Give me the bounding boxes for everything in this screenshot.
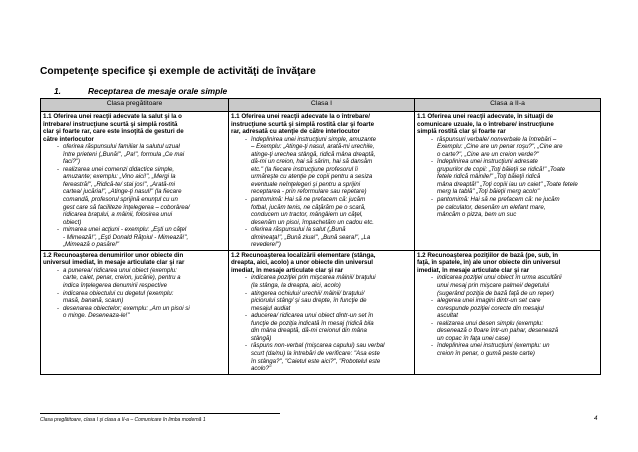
activity-line: scurt (da/nu) la întrebări de verificare: "Asa este bbox=[251, 349, 380, 357]
activity-line: - indicarea poziţiei prin mişcarea mâinii/ braţului bbox=[251, 274, 376, 282]
activity-line: - a punerea/ ridicarea unui obiect (exemplu: bbox=[63, 266, 177, 274]
activity-list bbox=[231, 136, 412, 249]
competence-text bbox=[43, 113, 226, 143]
competence-line: întrebare/ instrucţiune scurtă şi simplă rostită bbox=[43, 120, 178, 128]
activity-line: Exemplu: „Cine are un penar roşu?", „Cine are bbox=[437, 143, 563, 151]
competence-line: rar, adresată cu atenţie de către interlocutor bbox=[231, 128, 360, 136]
activity-list bbox=[231, 274, 412, 372]
competence-line: imediat, în mesaje articulate clar şi rar bbox=[417, 266, 530, 274]
activity-line: etc." (la fiecare instrucţiune profesorul îi bbox=[251, 165, 358, 173]
activity-line: o carte?", „Cine are un creion verde?" bbox=[437, 150, 539, 158]
activity-item bbox=[431, 158, 598, 196]
activity-line: gest care să faciliteze înţelegerea – coborârea/ bbox=[63, 203, 190, 211]
section-heading bbox=[54, 86, 227, 96]
table-row bbox=[41, 112, 601, 251]
activity-line: revedere!") bbox=[251, 241, 281, 249]
activity-item bbox=[245, 136, 412, 196]
activity-item bbox=[245, 274, 412, 289]
competences-table bbox=[40, 98, 601, 375]
competence-text bbox=[231, 113, 412, 136]
activity-line: - mimarea unei acţiuni - exemplu: „Eşti un căţel bbox=[63, 226, 187, 234]
activity-line: corespunde poziţiei corecte din mesajul bbox=[437, 304, 544, 312]
competence-line: 1.1 Oferirea unei reacţii adecvate, în situaţii de bbox=[417, 113, 554, 120]
activity-line: mâna dreaptă!" „Toţi copiii iau un caiet" „Toate fetele bbox=[437, 180, 578, 188]
activity-line: - indicarea poziţiei unui obiect în urma ascultării bbox=[437, 274, 562, 282]
table-cell bbox=[41, 250, 229, 374]
activity-item bbox=[57, 290, 226, 305]
activity-line: – Exemplu: „Atinge-ţi nasul, arată-mi urechile, bbox=[251, 143, 375, 151]
activity-item bbox=[57, 305, 226, 320]
activity-line: ascultat bbox=[437, 312, 459, 320]
activity-line: funcţie de poziţia indicată în mesaj (ridică bila bbox=[251, 319, 374, 327]
activity-line: masă, banană, scaun) bbox=[63, 297, 124, 305]
page-title: Competenţe specifice şi exemple de activităţi de învăţare bbox=[40, 66, 316, 77]
activity-line: „Mimează o pasăre!" bbox=[63, 241, 120, 249]
activity-line: stângă) bbox=[251, 334, 272, 342]
table-cell bbox=[229, 112, 415, 251]
footer-divider bbox=[40, 413, 280, 414]
activity-item bbox=[431, 320, 598, 343]
table-row bbox=[41, 250, 601, 374]
competence-line: 1.1 Oferirea unei reacţii adecvate la salut şi la o bbox=[43, 113, 182, 120]
activity-list bbox=[43, 143, 226, 249]
activity-line: - răspunsuri verbale/ nonverbale la întrebări – bbox=[437, 135, 557, 143]
activity-line: amuzante; exemplu: „Vino aici!", „Mergi la bbox=[63, 173, 176, 181]
activity-item bbox=[57, 226, 226, 249]
activity-line: - îndeplinirea unei instrucţiuni simple, amuzante bbox=[251, 135, 376, 143]
activity-line: - îndeplinirea unei instrucţiuni (exemplu: un bbox=[437, 342, 550, 350]
activity-line: carte, caiet, penar, creion, jucărie), pentru a bbox=[63, 274, 181, 282]
activity-item bbox=[57, 267, 226, 290]
activity-line: între prieteni („Bună!", „Pa!", formula „Ce mai bbox=[63, 150, 185, 158]
competence-text bbox=[43, 252, 226, 267]
activity-line: în stânga?", "Caietul este aici?", "Robotelul este bbox=[251, 357, 381, 365]
activity-line: unui mesaj prin mişcare palmei/ degetului bbox=[437, 282, 550, 290]
activity-line: pe calculator, desenăm un elefant mare, bbox=[437, 203, 546, 211]
activity-line: receptarea - prin reformulare sau repetare) bbox=[251, 188, 367, 196]
competence-line: 1.2 Recunoaşterea poziţiilor de bază (pe, sub, în bbox=[417, 251, 558, 259]
table-cell bbox=[415, 112, 601, 251]
activity-line: urmăreşte cu atenţie pe copii pentru a sesiza bbox=[251, 173, 373, 181]
competence-line: simplă rostită clar şi foarte rar bbox=[417, 128, 506, 136]
activity-line: - realizarea unui desen simplu (exemplu: bbox=[437, 319, 544, 327]
activity-line: comandă, profesorul sprijină enunţul cu un bbox=[63, 196, 178, 204]
activity-line: mâncăm o pizza, bem un suc bbox=[437, 211, 517, 219]
activity-item bbox=[245, 312, 412, 342]
activity-line: atinge-ţi urechea stângă, ridică mâna dreaptă, bbox=[251, 150, 376, 158]
competence-line: comunicare uzuale, la o întrebare/ instrucţiune bbox=[417, 120, 554, 128]
activity-item bbox=[431, 297, 598, 320]
activity-line: creion în penar, o gumă peste carte) bbox=[437, 349, 535, 357]
competence-line: 1.1 Oferirea unei reacţii adecvate la o întrebare/ bbox=[231, 113, 370, 120]
activity-list bbox=[43, 267, 226, 320]
activity-line: - răspuns non-verbal (mişcarea capului) sau verbal bbox=[251, 342, 385, 350]
activity-line: - alegerea unei imagini dintr-un set care bbox=[437, 297, 541, 305]
competence-line: faţă, în spatele, în) ale unor obiecte din universul bbox=[417, 259, 561, 267]
activity-line: desenează o floare într-un pahar, desenează bbox=[437, 327, 559, 335]
competence-line: 1.2 Recunoaşterea denumirilor unor obiecte din bbox=[43, 251, 184, 259]
section-label: Receptarea de mesaje orale simple bbox=[88, 86, 228, 96]
activity-line: dimineaţa!", „Bună ziua!", „Bună seara!", „La bbox=[251, 233, 371, 241]
table-cell bbox=[229, 250, 415, 374]
activity-line: merg la tablă" „Toţi băieţii merg acolo" bbox=[437, 188, 540, 196]
activity-line: - pantomimă: Hai să ne prefacem că: jucăm bbox=[251, 196, 366, 204]
activity-line: - oferirea răspunsului familiar la salutul uzual bbox=[63, 143, 180, 151]
competence-text bbox=[231, 252, 412, 275]
competence-line: 1.2 Recunoaşterea localizării elementare (stânga, bbox=[231, 251, 376, 259]
activity-line: mesajul audiat bbox=[251, 304, 291, 312]
competence-text bbox=[417, 113, 598, 136]
activity-item bbox=[431, 274, 598, 297]
activity-line: - oferirea răspunsului la salut („Bună bbox=[251, 226, 346, 234]
competence-line: dreapta, aici, acolo) a unor obiecte din universul bbox=[231, 259, 374, 267]
table-cell bbox=[415, 250, 601, 374]
activity-item bbox=[57, 166, 226, 226]
activity-line: dă-mi un creion, hai să sărim, hai să dansăm bbox=[251, 158, 373, 166]
activity-line: (sugerând poziţia de bază faţă de un reper) bbox=[437, 289, 554, 297]
activity-line: - îndeplinirea unei instrucţiuni adresate bbox=[437, 158, 538, 166]
activity-line: fotbal, jucăm tenis, ne căţărăm pe o scară, bbox=[251, 203, 366, 211]
activity-line: un copac în faţa unei case) bbox=[437, 334, 511, 342]
competence-line: către interlocutor bbox=[43, 135, 94, 143]
activity-item bbox=[245, 196, 412, 226]
column-header: Clasa pregătitoare bbox=[41, 99, 229, 112]
activity-item bbox=[245, 226, 412, 249]
activity-line: (la stânga, la dreapta, aici, acolo) bbox=[251, 282, 341, 290]
activity-line: din mâna dreaptă, dă-mi creionul din mâna bbox=[251, 327, 367, 335]
activity-line: desenăm un pisoi, împachetăm un cadou etc. bbox=[251, 218, 374, 226]
activity-item bbox=[431, 342, 598, 357]
activity-line: piciorului stâng/ şi sau drepte, în funcţie de bbox=[251, 297, 367, 305]
activity-line: - pantomimă: Hai să ne prefacem că: ne jucăm bbox=[437, 196, 560, 204]
activity-item bbox=[431, 196, 598, 219]
column-header: Clasa I bbox=[229, 99, 415, 112]
page-number: 4 bbox=[594, 415, 598, 422]
competence-text bbox=[417, 252, 598, 275]
activity-line: grupurilor de copii: „Toţi băieţii se ridică!" „Toate bbox=[437, 165, 566, 173]
activity-line: conducem un tractor, mângâiem un căţel, bbox=[251, 211, 363, 219]
table-body bbox=[41, 112, 601, 375]
activity-line: - atingerea ochiului/ urechii/ mâinii/ braţului/ bbox=[251, 289, 365, 297]
activity-line: obiect) bbox=[63, 218, 82, 226]
activity-item bbox=[57, 143, 226, 166]
activity-line: indica înţelegerea denumirii respective bbox=[63, 282, 167, 290]
activity-item bbox=[245, 342, 412, 372]
footer-text: Clasa pregătitoare, clasa I şi clasa a II-a – Comunicare în limba modernă 1 bbox=[40, 417, 206, 423]
table-cell bbox=[41, 112, 229, 251]
activity-line: eventuale neînţelegeri şi pentru a sprijini bbox=[251, 180, 361, 188]
activity-list bbox=[417, 274, 598, 357]
activity-item bbox=[431, 136, 598, 159]
table-header-row bbox=[41, 99, 601, 112]
activity-line: - indicarea obiectului cu degetul (exemplu: bbox=[63, 289, 174, 297]
section-number: 1. bbox=[54, 86, 61, 96]
activity-line: ridicarea braţului, a mâinii, folosirea unui bbox=[63, 211, 173, 219]
competence-line: imediat, în mesaje articulate clar şi rar bbox=[231, 266, 344, 274]
activity-line: acolo?" bbox=[251, 365, 272, 373]
activity-line: o minge. Deseneaza-le!" bbox=[63, 312, 130, 320]
column-header: Clasa a II-a bbox=[415, 99, 601, 112]
activity-line: - realizarea unei comenzi didactice simple, bbox=[63, 165, 175, 173]
activity-line: - aducerea/ ridicarea unui obiect dintr-un set în bbox=[251, 312, 374, 320]
competence-line: clar şi foarte rar, care este însoţită de gesturi de bbox=[43, 128, 184, 136]
activity-line: cartea/ jucăria!", „Atinge-ţi nasul!" (la fiecare bbox=[63, 188, 182, 196]
activity-list bbox=[417, 136, 598, 219]
activity-line: - Mimează!", „Eşti Donald Răţoiul - Mimează!", bbox=[63, 233, 189, 241]
activity-line: fetele ridică mâinile!" „Toţi băieţii ridică bbox=[437, 173, 541, 181]
activity-line: - desenarea obiectelor; exemplu: „Am un pisoi si bbox=[63, 304, 190, 312]
competence-line: universul imediat, în mesaje articulate clar şi rar bbox=[43, 259, 185, 267]
competence-line: instrucţiune scurtă şi simplă rostită clar şi foarte bbox=[231, 120, 375, 128]
activity-item bbox=[245, 290, 412, 313]
activity-line: faci?") bbox=[63, 158, 81, 166]
activity-line: fereastră!", „Ridică-te/ stai jos!", „Arată-mi bbox=[63, 180, 176, 188]
